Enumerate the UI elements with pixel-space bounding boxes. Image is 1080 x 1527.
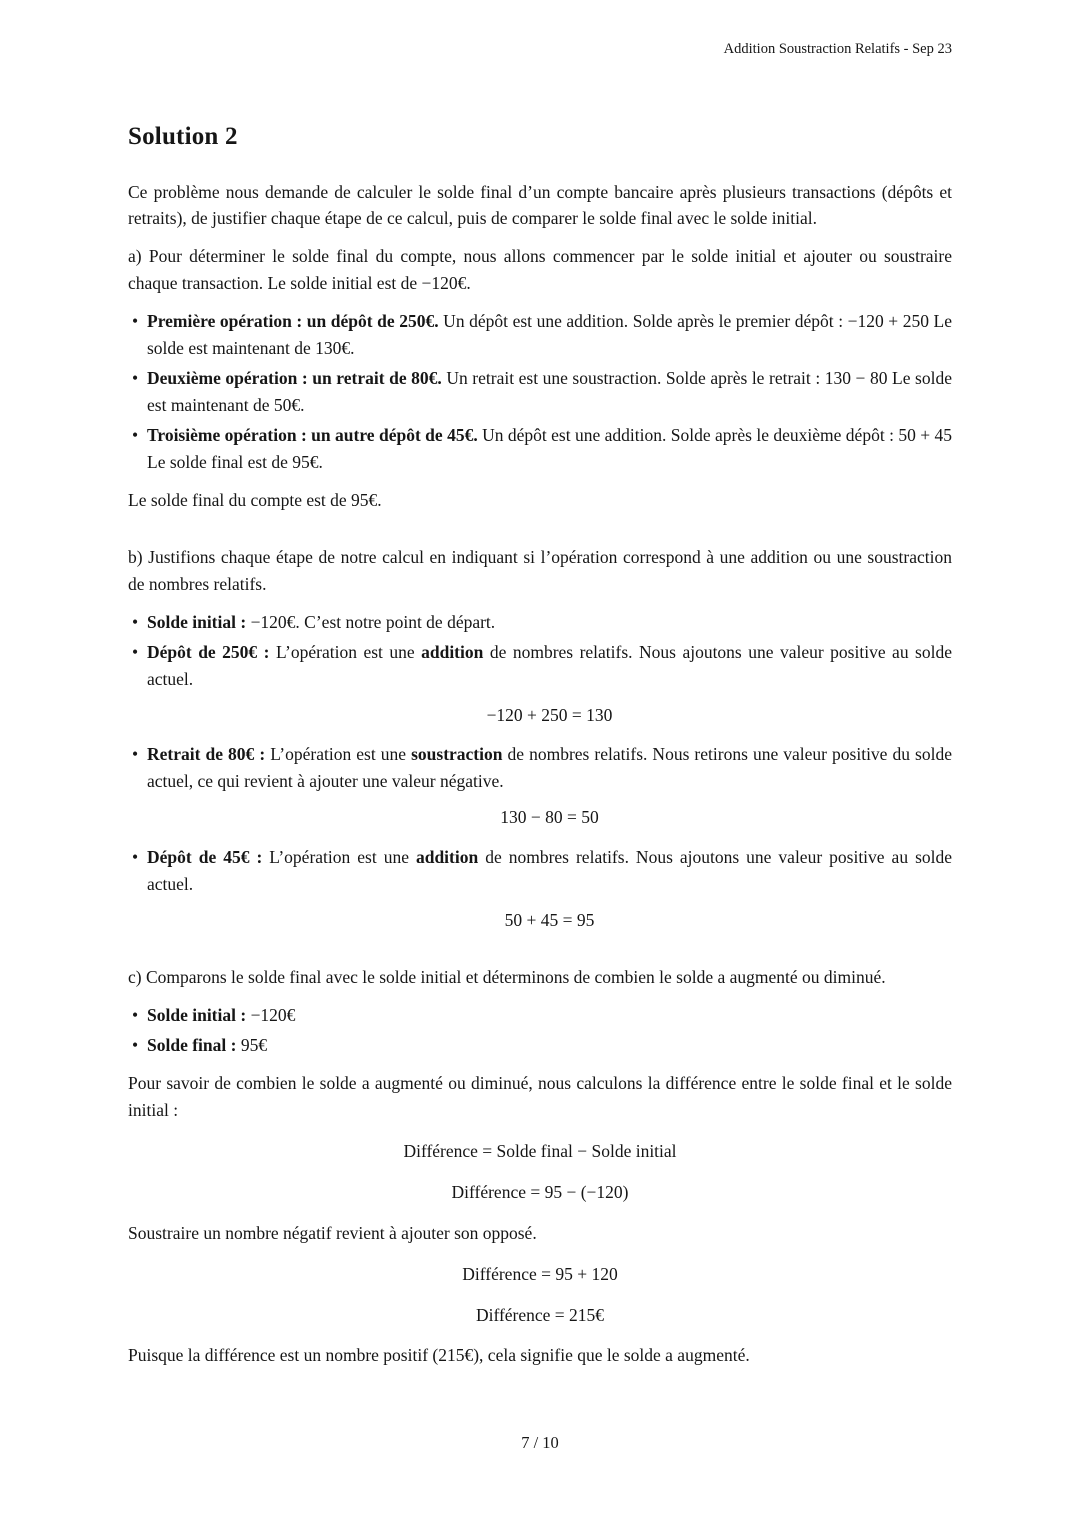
equation: Différence = 215€ xyxy=(475,1304,605,1325)
page-title: Solution 2 xyxy=(128,123,238,150)
equation: 130 − 80 = 50 xyxy=(500,807,599,828)
list-item xyxy=(128,639,952,729)
list-item-text: Retrait de 80€ : L’opération est une soustraction de nombres relatifs. Nous retirons une valeur positive du solde actuel, ce qui revient à ajouter une valeur négative. xyxy=(147,744,952,792)
equation: Différence = 95 + 120 xyxy=(462,1263,618,1284)
equation: Différence = 95 − (−120) xyxy=(451,1181,629,1202)
page-number: 7 / 10 xyxy=(521,1432,559,1452)
list-item: • Première opération : un dépôt de 250€. Un dépôt est une addition. Solde après le premier dépôt : −120 + 250 Le solde est maintenant de 130€. xyxy=(128,308,952,362)
part-c-list xyxy=(128,1002,952,1059)
part-c-oppose-paragraph: Soustraire un nombre négatif revient à ajouter son opposé. xyxy=(128,1222,537,1243)
part-c-lead: c) Comparons le solde final avec le solde initial et déterminons de combien le solde a augmenté ou diminué. xyxy=(128,967,886,988)
list-item: • Solde final : 95€ xyxy=(128,1032,952,1059)
part-a-lead: a) Pour déterminer le solde final du compte, nous allons commencer par le solde initial et ajouter ou soustraire chaque transaction. Le solde initial est de −120€. xyxy=(128,246,952,294)
page-header-title: Addition Soustraction Relatifs - Sep 23 xyxy=(723,41,952,57)
list-item xyxy=(128,844,952,934)
document-content xyxy=(128,118,952,1380)
equation: Différence = Solde final − Solde initial xyxy=(403,1140,677,1161)
list-item-text: Dépôt de 45€ : L’opération est une addition de nombres relatifs. Nous ajoutons une valeur positive au solde actuel. xyxy=(147,847,953,895)
equation: −120 + 250 = 130 xyxy=(486,704,613,725)
list-item-text: Solde initial : −120€. C’est notre point de départ. xyxy=(147,611,496,632)
equation: 50 + 45 = 95 xyxy=(504,910,595,931)
part-a-conclusion: Le solde final du compte est de 95€. xyxy=(128,489,382,510)
part-b-lead: b) Justifions chaque étape de notre calcul en indiquant si l’opération correspond à une addition ou une soustraction de nombres relatifs. xyxy=(128,546,952,594)
list-item: • Troisième opération : un autre dépôt de 45€. Un dépôt est une addition. Solde après le deuxième dépôt : 50 + 45 Le solde final est de 95€. xyxy=(128,422,952,476)
intro-paragraph: Ce problème nous demande de calculer le solde final d’un compte bancaire après plusieurs transactions (dépôts et retraits), de justifier chaque étape de ce calcul, puis de comparer le solde final avec le solde initial. xyxy=(128,181,952,229)
part-c-difference-paragraph: Pour savoir de combien le solde a augmenté ou diminué, nous calculons la différence entre le solde final et le solde initial : xyxy=(128,1072,952,1120)
list-item: • Solde initial : −120€ xyxy=(128,1002,952,1029)
list-item: • Deuxième opération : un retrait de 80€. Un retrait est une soustraction. Solde après le retrait : 130 − 80 Le solde est maintenant de 50€. xyxy=(128,365,952,419)
part-b-list xyxy=(128,609,952,934)
part-c-conclusion: Puisque la différence est un nombre positif (215€), cela signifie que le solde a augmenté. xyxy=(128,1345,750,1366)
list-item xyxy=(128,741,952,831)
list-item xyxy=(128,609,952,636)
list-item-text: Dépôt de 250€ : L’opération est une addition de nombres relatifs. Nous ajoutons une valeur positive au solde actuel. xyxy=(147,641,952,689)
part-a-list xyxy=(128,308,952,476)
